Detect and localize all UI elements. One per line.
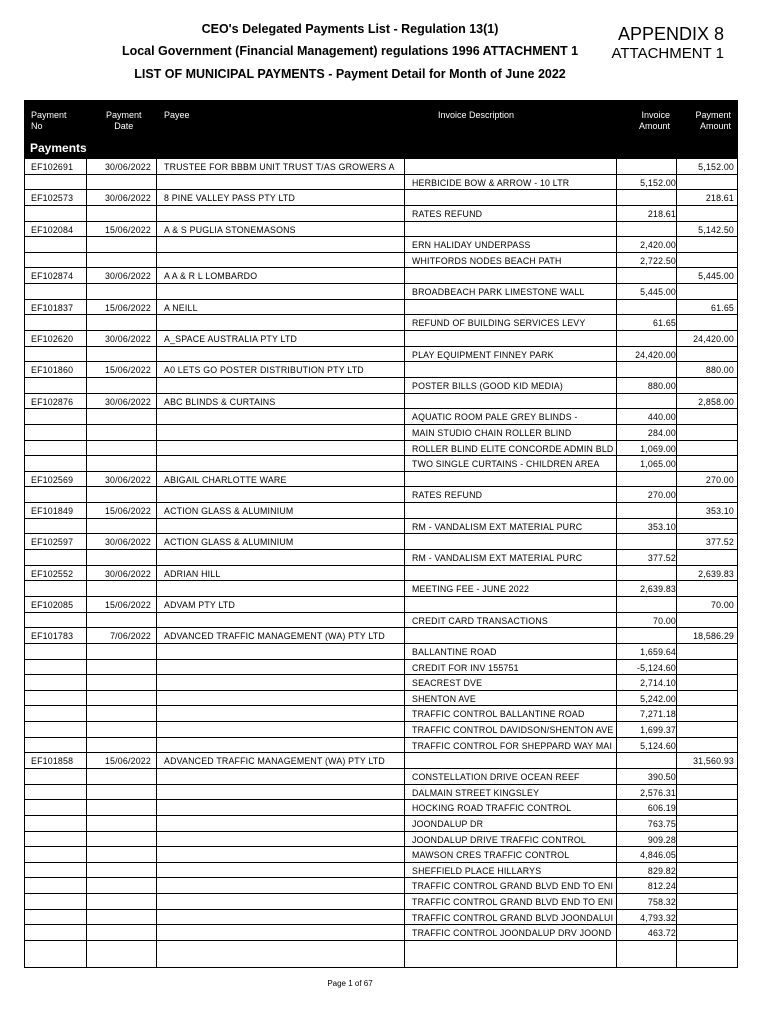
payment-no-cell: EF102569 [31, 474, 74, 485]
col-invoice-amount: Invoice Amount [638, 110, 670, 131]
payment-date-cell: 30/06/2022 [104, 193, 151, 204]
payment-date-cell: 30/06/2022 [104, 162, 151, 172]
invoice-description-cell: MAIN STUDIO CHAIN ROLLER BLIND [412, 427, 572, 438]
payment-amount-cell: 18,586.29 [693, 631, 734, 642]
table-row [24, 441, 738, 457]
invoice-description-cell: TWO SINGLE CURTAINS - CHILDREN AREA [412, 459, 600, 470]
report-subtitle: Local Government (Financial Management) regulations 1996 ATTACHMENT 1 [121, 44, 579, 58]
table-row [24, 722, 738, 738]
payment-date-cell: 30/06/2022 [104, 537, 151, 548]
table-row [24, 753, 738, 769]
payment-date-cell: 15/06/2022 [104, 506, 151, 517]
table-row [24, 487, 738, 503]
col-invoice-description: Invoice Description [438, 110, 515, 120]
invoice-description-cell: RATES REFUND [412, 208, 483, 219]
invoice-description-cell: SHENTON AVE [412, 693, 476, 704]
payee-cell: 8 PINE VALLEY PASS PTY LTD [164, 193, 296, 204]
payment-date-cell: 15/06/2022 [104, 756, 151, 767]
table-row [24, 832, 738, 848]
invoice-description-cell: TRAFFIC CONTROL FOR SHEPPARD WAY MAI [412, 740, 613, 751]
invoice-amount-cell: 270.00 [647, 490, 676, 501]
page-number: Page 1 of 67 [327, 979, 373, 988]
invoice-amount-cell: 5,124.60 [640, 740, 676, 751]
invoice-amount-cell: 4,793.32 [640, 912, 676, 923]
col-payment-date: Payment Date [106, 110, 142, 131]
table-row [24, 331, 738, 347]
invoice-amount-cell: 2,722.50 [640, 255, 676, 266]
invoice-amount-cell: 353.10 [647, 521, 676, 532]
invoice-amount-cell: 2,420.00 [640, 240, 676, 251]
payment-amount-cell: 2,858.00 [698, 396, 734, 407]
payee-cell: TRUSTEE FOR BBBM UNIT TRUST T/AS GROWERS A [164, 162, 395, 172]
report-title: CEO's Delegated Payments List - Regulation 13(1) [201, 22, 499, 36]
invoice-description-cell: TRAFFIC CONTROL DAVIDSON/SHENTON AVE [412, 725, 614, 736]
table-row [24, 425, 738, 441]
invoice-description-cell: RM - VANDALISM EXT MATERIAL PURC [412, 553, 583, 564]
table-row [24, 550, 738, 566]
table-row [24, 315, 738, 331]
table-row [24, 222, 738, 238]
payment-amount-cell: 353.10 [705, 506, 734, 517]
payment-amount-cell: 70.00 [710, 599, 734, 610]
payment-date-cell: 30/06/2022 [104, 334, 151, 345]
col-payment-amount: Payment Amount [695, 110, 731, 131]
payment-no-cell: EF102874 [31, 271, 74, 282]
invoice-description-cell: SEACREST DVE [412, 678, 483, 689]
payee-cell: ACTION GLASS & ALUMINIUM [164, 506, 294, 517]
invoice-amount-cell: 880.00 [647, 380, 676, 391]
table-row [24, 237, 738, 253]
payee-cell: ABIGAIL CHARLOTTE WARE [164, 474, 287, 485]
table-row [24, 925, 738, 941]
col-payee: Payee [164, 110, 190, 120]
invoice-description-cell: TRAFFIC CONTROL JOONDALUP DRV JOOND [412, 928, 612, 939]
table-row [24, 894, 738, 910]
table-row [24, 206, 738, 222]
invoice-amount-cell: 70.00 [652, 615, 676, 626]
invoice-description-cell: CREDIT CARD TRANSACTIONS [412, 615, 548, 626]
table-row [24, 644, 738, 660]
payment-no-cell: EF101858 [31, 756, 74, 767]
table-row [24, 738, 738, 754]
payee-cell: A_SPACE AUSTRALIA PTY LTD [164, 334, 298, 345]
invoice-amount-cell: 7,271.18 [640, 709, 676, 720]
table-row [24, 597, 738, 613]
table-row [24, 847, 738, 863]
invoice-amount-cell: 1,659.64 [640, 646, 676, 657]
invoice-amount-cell: 1,065.00 [640, 459, 676, 470]
table-row [24, 503, 738, 519]
payment-no-cell: EF102552 [31, 568, 74, 579]
table-row [24, 581, 738, 597]
invoice-description-cell: MAWSON CRES TRAFFIC CONTROL [412, 850, 570, 861]
payee-cell: ADVANCED TRAFFIC MANAGEMENT (WA) PTY LTD [164, 631, 385, 642]
payee-cell: ADVAM PTY LTD [164, 599, 236, 610]
table-row [24, 863, 738, 879]
table-row [24, 769, 738, 785]
payment-no-cell: EF102691 [31, 162, 74, 172]
invoice-amount-cell: 5,152.00 [640, 177, 676, 188]
invoice-amount-cell: 463.72 [647, 928, 676, 939]
payment-no-cell: EF102597 [31, 537, 74, 548]
table-row [24, 347, 738, 363]
payment-no-cell: EF102573 [31, 193, 74, 204]
payment-no-cell: EF102084 [31, 224, 74, 235]
table-row [24, 190, 738, 206]
table-row [24, 268, 738, 284]
invoice-amount-cell: 5,242.00 [640, 693, 676, 704]
table-row [24, 800, 738, 816]
invoice-description-cell: PLAY EQUIPMENT FINNEY PARK [412, 349, 554, 360]
payment-no-cell: EF102085 [31, 599, 74, 610]
invoice-description-cell: BROADBEACH PARK LIMESTONE WALL [412, 287, 585, 298]
table-row [24, 613, 738, 629]
invoice-description-cell: CONSTELLATION DRIVE OCEAN REEF [412, 771, 580, 782]
invoice-amount-cell: 390.50 [647, 771, 676, 782]
payee-cell: A A & R L LOMBARDO [164, 271, 258, 282]
table-row [24, 362, 738, 378]
payment-no-cell: EF101783 [31, 631, 74, 642]
payment-amount-cell: 61.65 [710, 302, 734, 313]
invoice-description-cell: RATES REFUND [412, 490, 483, 501]
invoice-amount-cell: 2,714.10 [640, 678, 676, 689]
invoice-description-cell: AQUATIC ROOM PALE GREY BLINDS - [412, 412, 578, 423]
payment-amount-cell: 270.00 [705, 474, 734, 485]
invoice-amount-cell: 4,846.05 [640, 850, 676, 861]
invoice-amount-cell: 218.61 [647, 208, 676, 219]
payment-no-cell: EF101837 [31, 302, 74, 313]
invoice-description-cell: DALMAIN STREET KINGSLEY [412, 787, 540, 798]
table-row [24, 456, 738, 472]
invoice-amount-cell: 812.24 [647, 881, 676, 892]
invoice-amount-cell: 758.32 [647, 897, 676, 908]
table-row [24, 159, 738, 175]
invoice-description-cell: TRAFFIC CONTROL BALLANTINE ROAD [412, 709, 585, 720]
table-row [24, 472, 738, 488]
payment-date-cell: 30/06/2022 [104, 474, 151, 485]
appendix-label: APPENDIX 8 [617, 24, 724, 44]
table-row [24, 675, 738, 691]
invoice-description-cell: CREDIT FOR INV 155751 [412, 662, 519, 673]
table-row [24, 284, 738, 300]
payee-cell: ACTION GLASS & ALUMINIUM [164, 537, 294, 548]
invoice-amount-cell: 1,699.37 [640, 725, 676, 736]
invoice-amount-cell: 2,639.83 [640, 584, 676, 595]
table-row [24, 566, 738, 582]
table-row [24, 816, 738, 832]
table-row [24, 534, 738, 550]
invoice-description-cell: POSTER BILLS (GOOD KID MEDIA) [412, 380, 563, 391]
table-row [24, 253, 738, 269]
invoice-description-cell: REFUND OF BUILDING SERVICES LEVY [412, 318, 586, 329]
payee-cell: A0 LETS GO POSTER DISTRIBUTION PTY LTD [164, 365, 364, 376]
invoice-description-cell: TRAFFIC CONTROL GRAND BLVD JOONDALUI [412, 912, 614, 923]
invoice-description-cell: TRAFFIC CONTROL GRAND BLVD END TO ENI [412, 897, 614, 908]
table-row [24, 878, 738, 894]
invoice-amount-cell: 606.19 [647, 803, 676, 814]
payment-amount-cell: 377.52 [705, 537, 734, 548]
payee-cell: A NEILL [164, 302, 198, 313]
payment-date-cell: 15/06/2022 [104, 302, 151, 313]
payment-amount-cell: 5,142.50 [698, 224, 734, 235]
invoice-amount-cell: -5,124.60 [637, 662, 676, 673]
payment-date-cell: 15/06/2022 [104, 365, 151, 376]
payment-no-cell: EF102876 [31, 396, 74, 407]
payment-no-cell: EF101849 [31, 506, 74, 517]
table-row [24, 409, 738, 425]
attachment-label: ATTACHMENT 1 [611, 45, 724, 62]
payee-cell: A & S PUGLIA STONEMASONS [164, 224, 296, 235]
section-payments [24, 138, 738, 159]
invoice-amount-cell: 829.82 [647, 865, 676, 876]
payment-no-cell: EF102620 [31, 334, 74, 345]
payment-amount-cell: 31,560.93 [693, 756, 734, 767]
table-row [24, 785, 738, 801]
table-row [24, 378, 738, 394]
payment-date-cell: 30/06/2022 [104, 396, 151, 407]
invoice-amount-cell: 284.00 [647, 427, 676, 438]
payment-amount-cell: 218.61 [705, 193, 734, 204]
invoice-amount-cell: 5,445.00 [640, 287, 676, 298]
invoice-amount-cell: 909.28 [647, 834, 676, 845]
payment-date-cell: 30/06/2022 [104, 271, 151, 282]
report-period: LIST OF MUNICIPAL PAYMENTS - Payment Detail for Month of June 2022 [134, 67, 566, 81]
invoice-description-cell: HERBICIDE BOW & ARROW - 10 LTR [412, 177, 570, 188]
invoice-amount-cell: 2,576.31 [640, 787, 676, 798]
invoice-description-cell: ROLLER BLIND ELITE CONCORDE ADMIN BLD [412, 443, 614, 454]
payment-date-cell: 30/06/2022 [104, 568, 151, 579]
table-row [24, 660, 738, 676]
invoice-amount-cell: 440.00 [647, 412, 676, 423]
payment-amount-cell: 5,445.00 [698, 271, 734, 282]
table-row [24, 519, 738, 535]
payment-amount-cell: 5,152.00 [698, 162, 734, 172]
payment-no-cell: EF101860 [31, 365, 74, 376]
table-row [24, 394, 738, 410]
invoice-amount-cell: 24,420.00 [635, 349, 676, 360]
invoice-description-cell: SHEFFIELD PLACE HILLARYS [412, 865, 542, 876]
invoice-description-cell: RM - VANDALISM EXT MATERIAL PURC [412, 521, 583, 532]
payee-cell: ABC BLINDS & CURTAINS [164, 396, 276, 407]
invoice-description-cell: JOONDALUP DRIVE TRAFFIC CONTROL [412, 834, 587, 845]
invoice-amount-cell: 377.52 [647, 553, 676, 564]
invoice-description-cell: BALLANTINE ROAD [412, 646, 497, 657]
invoice-description-cell: WHITFORDS NODES BEACH PATH [412, 255, 562, 266]
payee-cell: ADVANCED TRAFFIC MANAGEMENT (WA) PTY LTD [164, 756, 385, 767]
invoice-amount-cell: 1,069.00 [640, 443, 676, 454]
payment-date-cell: 7/06/2022 [110, 631, 151, 642]
invoice-description-cell: JOONDALUP DR [412, 818, 484, 829]
table-row [24, 175, 738, 191]
payment-amount-cell: 2,639.83 [698, 568, 734, 579]
payment-date-cell: 15/06/2022 [104, 224, 151, 235]
section-label: Payments [30, 141, 87, 155]
invoice-description-cell: MEETING FEE - JUNE 2022 [412, 584, 530, 595]
payee-cell: ADRIAN HILL [164, 568, 221, 579]
payment-amount-cell: 24,420.00 [693, 334, 734, 345]
table-row [24, 691, 738, 707]
invoice-amount-cell: 763.75 [647, 818, 676, 829]
table-row [24, 300, 738, 316]
invoice-description-cell: ERN HALIDAY UNDERPASS [412, 240, 531, 251]
invoice-amount-cell: 61.65 [652, 318, 676, 329]
payment-date-cell: 15/06/2022 [104, 599, 151, 610]
table-row [24, 910, 738, 926]
table-body [24, 159, 738, 941]
table-row [24, 706, 738, 722]
col-payment-no: Payment No [31, 110, 67, 131]
payment-amount-cell: 880.00 [705, 365, 734, 376]
invoice-description-cell: HOCKING ROAD TRAFFIC CONTROL [412, 803, 572, 814]
table-row [24, 628, 738, 644]
table-header [24, 100, 738, 138]
invoice-description-cell: TRAFFIC CONTROL GRAND BLVD END TO ENI [412, 881, 614, 892]
